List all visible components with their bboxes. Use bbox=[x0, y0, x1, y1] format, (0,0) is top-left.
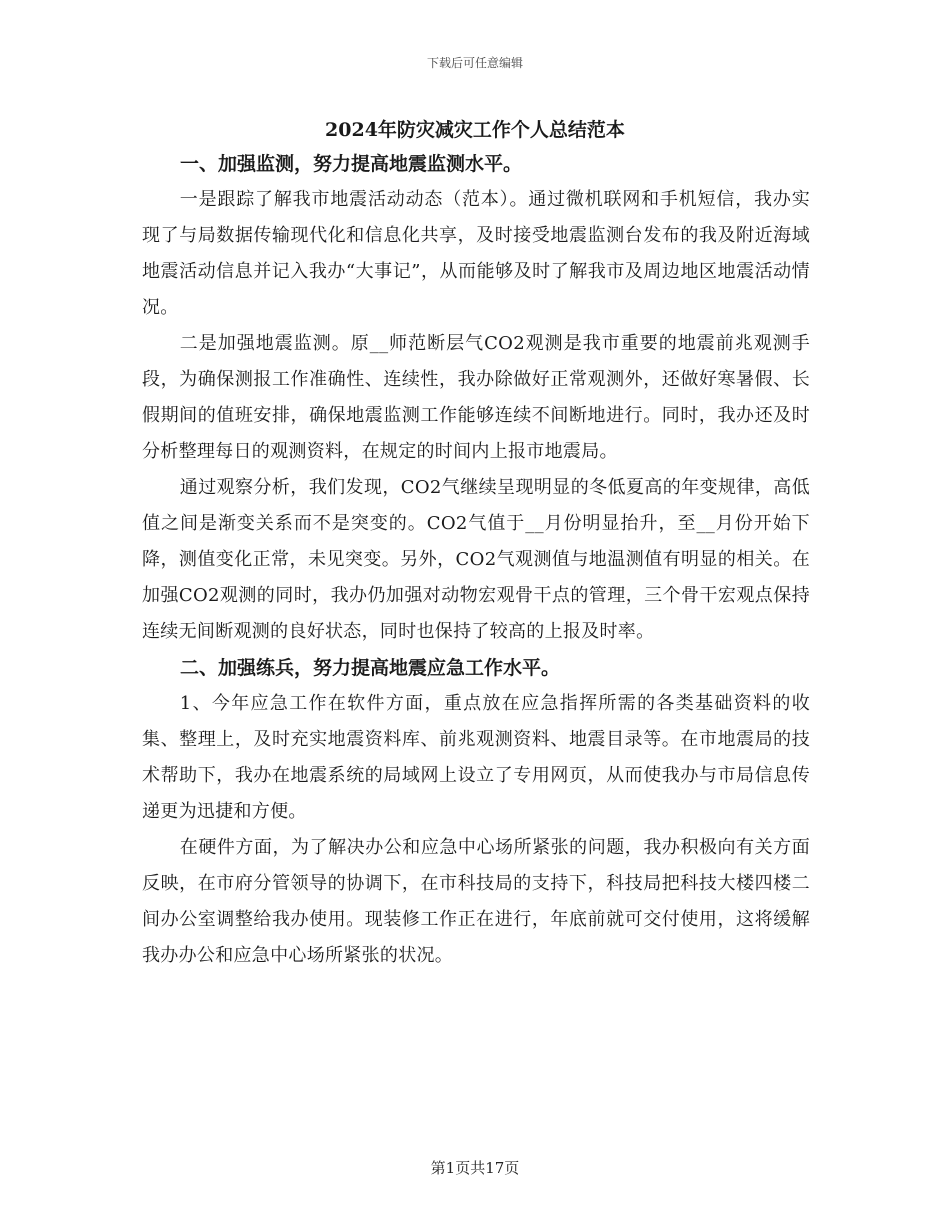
section-heading: 一、加强监测，努力提高地震监测水平。 bbox=[180, 153, 523, 175]
paragraph: 通过观察分析，我们发现，CO2气继续呈现明显的冬低夏高的年变规律，高低值之间是渐变关系而不是突变的。CO2气值于__月份明显抬升，至__月份开始下降，测值变化正常，未见突变。另外，CO2气观测值与地温测值有明显的相关。在加强CO2观测的同时，我办仍加强对动物宏观骨干点的管理，三个骨干宏观点保持连续无间断观测的良好状态，同时也保持了较高的上报及时率。 bbox=[142, 477, 810, 642]
paragraph: 在硬件方面，为了解决办公和应急中心场所紧张的问题，我办积极向有关方面反映，在市府分管领导的协调下，在市科技局的支持下，科技局把科技大楼四楼二间办公室调整给我办使用。现装修工作正在进行，年底前就可交付使用，这将缓解我办办公和应急中心场所紧张的状况。 bbox=[142, 837, 810, 966]
header-note: 下载后可任意编辑 bbox=[426, 56, 523, 70]
section-2 bbox=[142, 650, 810, 974]
paragraph: 二是加强地震监测。原__师范断层气CO2观测是我市重要的地震前兆观测手段，为确保测报工作准确性、连续性，我办除做好正常观测外，还做好寒暑假、长假期间的值班安排，确保地震监测工作能够连续不间断地进行。同时，我办还及时分析整理每日的观测资料，在规定的时间内上报市地震局。 bbox=[142, 333, 810, 462]
paragraph: 1、今年应急工作在软件方面，重点放在应急指挥所需的各类基础资料的收集、整理上，及时充实地震资料库、前兆观测资料、地震目录等。在市地震局的技术帮助下，我办在地震系统的局域网上设立了专用网页，从而使我办与市局信息传递更为迅捷和方便。 bbox=[142, 693, 810, 822]
page-footer: 第1页共17页 bbox=[430, 1159, 520, 1177]
document-title: 2024年防灾减灾工作个人总结范本 bbox=[325, 119, 625, 141]
section-heading: 二、加强练兵，努力提高地震应急工作水平。 bbox=[180, 657, 561, 679]
document-body bbox=[142, 146, 810, 974]
section-1 bbox=[142, 146, 810, 650]
paragraph: 一是跟踪了解我市地震活动动态（范本）。通过微机联网和手机短信，我办实现了与局数据传输现代化和信息化共享，及时接受地震监测台发布的我及附近海域地震活动信息并记入我办“大事记”，从而能够及时了解我市及周边地区地震活动情况。 bbox=[142, 189, 810, 318]
